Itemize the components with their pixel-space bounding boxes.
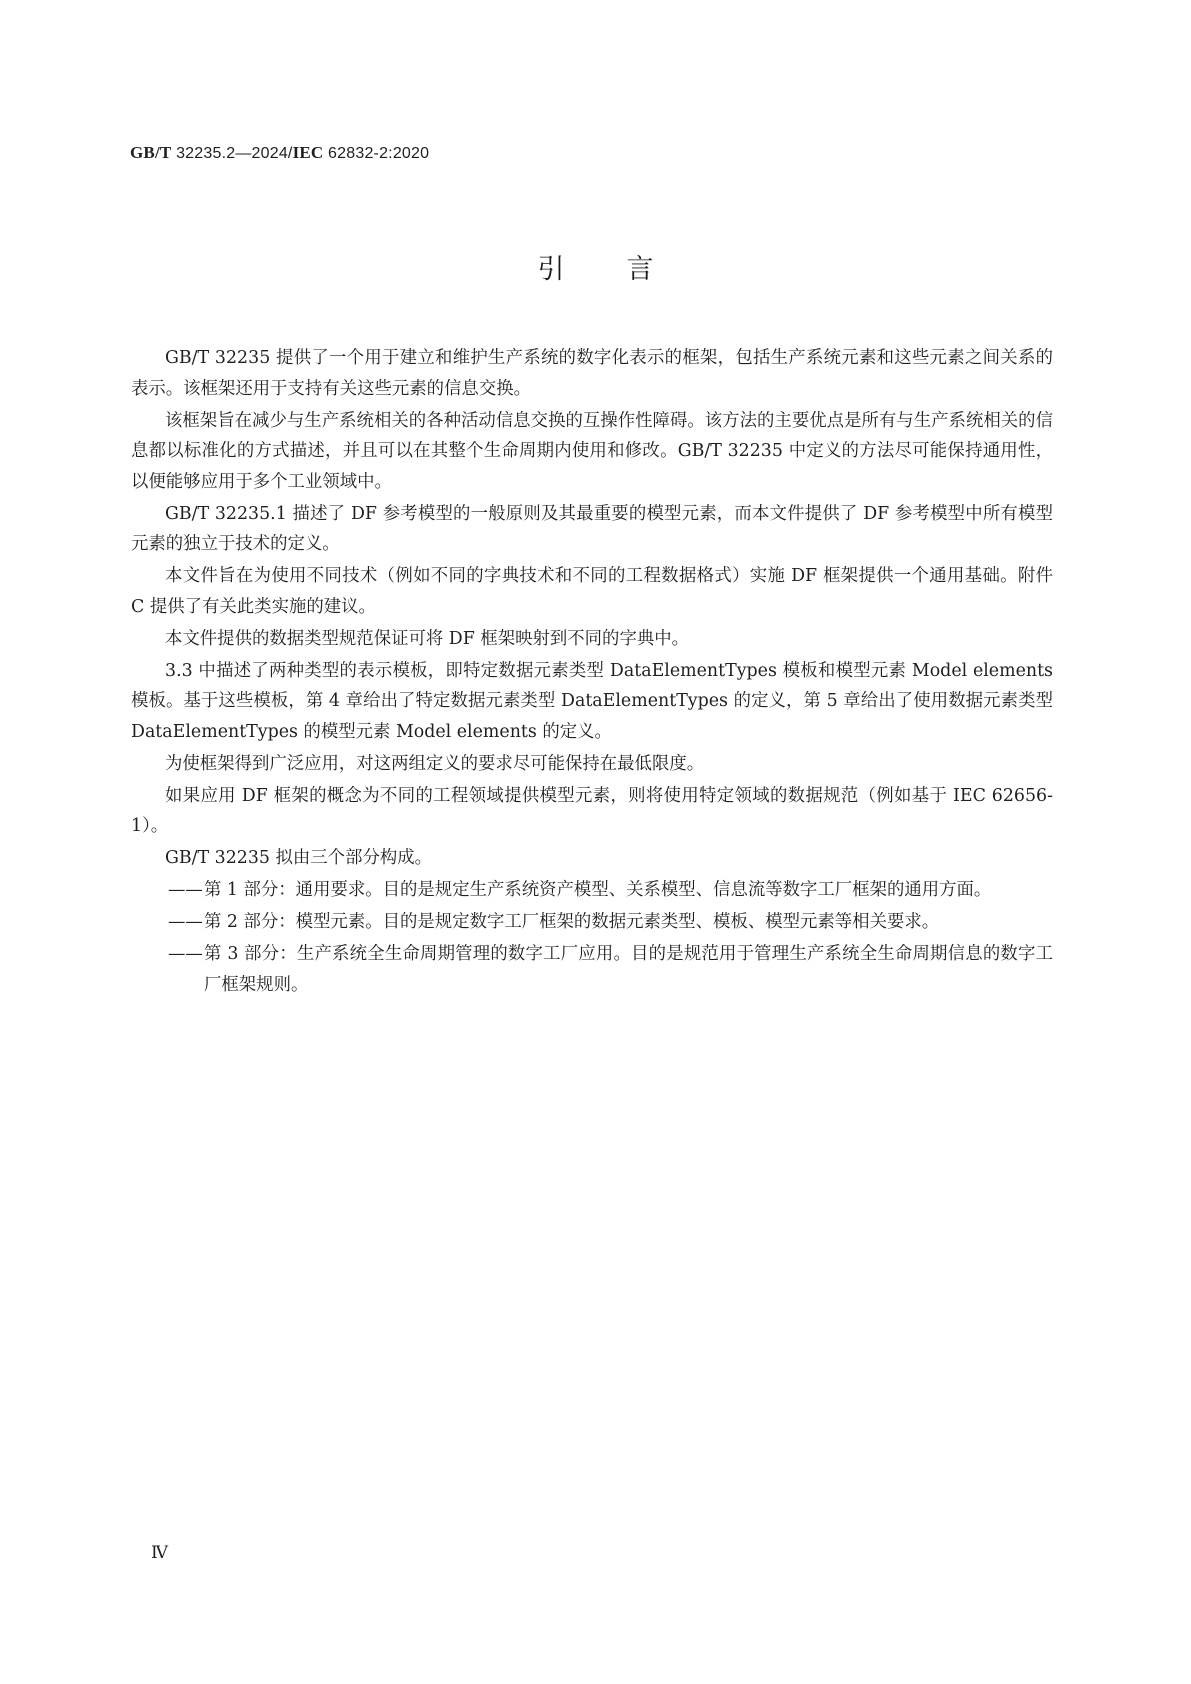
iec-number: 62832-2:2020: [323, 145, 430, 162]
list-dash: ——: [168, 912, 203, 932]
paragraph: GB/T 32235 提供了一个用于建立和维护生产系统的数字化表示的框架，包括生产系统元素和这些元素之间关系的表示。该框架还用于支持有关这些元素的信息交换。: [131, 348, 1053, 399]
iec-prefix: IEC: [292, 143, 324, 162]
list-item-text: 第 2 部分：模型元素。目的是规定数字工厂框架的数据元素类型、模板、模型元素等相关要求。: [204, 912, 940, 932]
paragraph: 本文件提供的数据类型规范保证可将 DF 框架映射到不同的字典中。: [165, 628, 690, 649]
paragraph: GB/T 32235.1 描述了 DF 参考模型的一般原则及其最重要的模型元素，而本文件提供了 DF 参考模型中所有模型元素的独立于技术的定义。: [131, 503, 1053, 554]
standard-prefix: GB/T: [130, 143, 172, 162]
list-item-text: 第 1 部分：通用要求。目的是规定生产系统资产模型、关系模型、信息流等数字工厂框架的通用方面。: [204, 880, 992, 900]
list-dash: ——: [168, 944, 203, 964]
list-dash: ——: [168, 880, 203, 900]
introduction-body: [131, 343, 1053, 1002]
paragraph: 为使框架得到广泛应用，对这两组定义的要求尽可能保持在最低限度。: [165, 753, 705, 774]
list-item-part-2: [131, 907, 1053, 938]
list-item-part-1: [131, 875, 1053, 906]
paragraph: 该框架旨在减少与生产系统相关的各种活动信息交换的互操作性障碍。该方法的主要优点是所有与生产系统相关的信息都以标准化的方式描述，并且可以在其整个生命周期内使用和修改。GB/T 32235 中定义的方法尽可能保持通用性，以便能够应用于多个工业领域中。: [131, 410, 1053, 492]
page-number: Ⅳ: [151, 1543, 168, 1562]
standard-number-header: [130, 143, 429, 163]
list-item-text: 第 3 部分：生产系统全生命周期管理的数字工厂应用。目的是规范用于管理生产系统全生命周期信息的数字工厂框架规则。: [204, 944, 1053, 995]
page-title: 引言: [537, 254, 716, 285]
standard-number: 32235.2—2024/: [171, 145, 293, 162]
paragraph: 本文件旨在为使用不同技术（例如不同的字典技术和不同的工程数据格式）实施 DF 框架提供一个通用基础。附件 C 提供了有关此类实施的建议。: [131, 566, 1053, 617]
paragraph: 如果应用 DF 框架的概念为不同的工程领域提供模型元素，则将使用特定领域的数据规范（例如基于 IEC 62656-1）。: [131, 785, 1053, 836]
paragraph: GB/T 32235 拟由三个部分构成。: [165, 848, 433, 868]
paragraph: 3.3 中描述了两种类型的表示模板，即特定数据元素类型 DataElementTypes 模板和模型元素 Model elements 模板。基于这些模板，第 4 章给出了特定数据元素类型 DataElementTypes 的定义，第 5 章给出了使用数据元素类型 DataElementTypes 的模型元素 Model elements 的定义。: [131, 660, 1053, 742]
list-item-part-3: [131, 939, 1053, 1000]
